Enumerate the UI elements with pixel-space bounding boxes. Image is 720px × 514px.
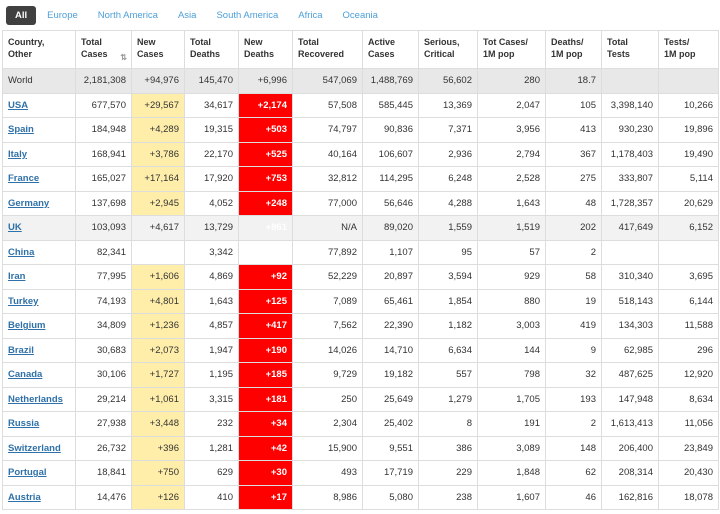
value-cell: 232 bbox=[185, 412, 239, 437]
value-cell: 1,195 bbox=[185, 363, 239, 388]
value-cell: 2,304 bbox=[293, 412, 363, 437]
country-link[interactable]: Turkey bbox=[8, 295, 39, 307]
country-cell bbox=[3, 93, 76, 118]
column-header-text: Recovered bbox=[298, 49, 345, 59]
value-cell: 3,089 bbox=[478, 436, 546, 461]
country-link[interactable]: China bbox=[8, 246, 35, 258]
value-cell: 1,947 bbox=[185, 338, 239, 363]
value-cell: 1,178,403 bbox=[602, 142, 659, 167]
value-cell: 1,488,769 bbox=[363, 69, 419, 94]
value-cell: 22,390 bbox=[363, 314, 419, 339]
value-cell: 30,106 bbox=[76, 363, 132, 388]
value-cell: 7,562 bbox=[293, 314, 363, 339]
value-cell: 148 bbox=[546, 436, 602, 461]
country-cell bbox=[3, 461, 76, 486]
value-cell: 20,629 bbox=[659, 191, 719, 216]
column-header-11[interactable] bbox=[659, 31, 719, 69]
table-row bbox=[3, 240, 719, 265]
country-link[interactable]: Portugal bbox=[8, 467, 47, 479]
value-cell: 26,732 bbox=[76, 436, 132, 461]
value-cell: 89,020 bbox=[363, 216, 419, 241]
value-cell: +503 bbox=[239, 118, 293, 143]
value-cell: 310,340 bbox=[602, 265, 659, 290]
value-cell: N/A bbox=[293, 216, 363, 241]
value-cell: +185 bbox=[239, 363, 293, 388]
value-cell: 19,182 bbox=[363, 363, 419, 388]
value-cell: 62,985 bbox=[602, 338, 659, 363]
value-cell: 8,986 bbox=[293, 485, 363, 510]
value-cell: 62 bbox=[546, 461, 602, 486]
value-cell: 1,848 bbox=[478, 461, 546, 486]
value-cell: 134,303 bbox=[602, 314, 659, 339]
country-cell bbox=[3, 289, 76, 314]
value-cell: 14,026 bbox=[293, 338, 363, 363]
value-cell: 8 bbox=[419, 412, 478, 437]
tab-oceania[interactable]: Oceania bbox=[342, 9, 378, 21]
value-cell: +34 bbox=[239, 412, 293, 437]
value-cell: 74,797 bbox=[293, 118, 363, 143]
value-cell: 3,594 bbox=[419, 265, 478, 290]
value-cell: 9,729 bbox=[293, 363, 363, 388]
column-header-5[interactable] bbox=[293, 31, 363, 69]
value-cell: +248 bbox=[239, 191, 293, 216]
value-cell: 1,728,357 bbox=[602, 191, 659, 216]
value-cell: +4,801 bbox=[132, 289, 185, 314]
column-header-text: Cases bbox=[81, 49, 108, 59]
value-cell: 46 bbox=[546, 485, 602, 510]
value-cell: 22,170 bbox=[185, 142, 239, 167]
value-cell: 275 bbox=[546, 167, 602, 192]
column-header-10[interactable] bbox=[602, 31, 659, 69]
value-cell: 65,461 bbox=[363, 289, 419, 314]
value-cell: 1,182 bbox=[419, 314, 478, 339]
column-header-text: 1M pop bbox=[551, 49, 583, 59]
value-cell: 229 bbox=[419, 461, 478, 486]
value-cell: 208,314 bbox=[602, 461, 659, 486]
table-row bbox=[3, 118, 719, 143]
value-cell: 2,794 bbox=[478, 142, 546, 167]
value-cell: 114,295 bbox=[363, 167, 419, 192]
value-cell: 13,369 bbox=[419, 93, 478, 118]
value-cell: 2,181,308 bbox=[76, 69, 132, 94]
value-cell: 386 bbox=[419, 436, 478, 461]
column-header-text: New bbox=[244, 37, 263, 47]
value-cell: 250 bbox=[293, 387, 363, 412]
value-cell: 56,646 bbox=[363, 191, 419, 216]
country-cell bbox=[3, 314, 76, 339]
value-cell: 58 bbox=[546, 265, 602, 290]
country-link[interactable]: UK bbox=[8, 222, 22, 234]
country-link[interactable]: USA bbox=[8, 99, 29, 111]
value-cell: 296 bbox=[659, 338, 719, 363]
column-header-text: Total bbox=[81, 37, 102, 47]
value-cell: 4,052 bbox=[185, 191, 239, 216]
value-cell: +3,786 bbox=[132, 142, 185, 167]
column-header-text: Deaths/ bbox=[551, 37, 584, 47]
value-cell: +17 bbox=[239, 485, 293, 510]
value-cell: +29,567 bbox=[132, 93, 185, 118]
country-link[interactable]: Canada bbox=[8, 369, 43, 381]
column-header-1[interactable] bbox=[76, 31, 132, 69]
value-cell: 2,528 bbox=[478, 167, 546, 192]
value-cell: 162,816 bbox=[602, 485, 659, 510]
country-cell: World bbox=[3, 69, 76, 94]
value-cell: 7,371 bbox=[419, 118, 478, 143]
column-header-text: Country, bbox=[8, 37, 45, 47]
country-link[interactable]: Italy bbox=[8, 148, 28, 160]
value-cell: +750 bbox=[132, 461, 185, 486]
country-cell bbox=[3, 240, 76, 265]
value-cell: 2 bbox=[546, 240, 602, 265]
value-cell: 3,003 bbox=[478, 314, 546, 339]
value-cell bbox=[239, 240, 293, 265]
value-cell: 25,649 bbox=[363, 387, 419, 412]
value-cell: +417 bbox=[239, 314, 293, 339]
value-cell: +1,727 bbox=[132, 363, 185, 388]
value-cell: 4,288 bbox=[419, 191, 478, 216]
value-cell: +190 bbox=[239, 338, 293, 363]
value-cell: +753 bbox=[239, 167, 293, 192]
value-cell: 798 bbox=[478, 363, 546, 388]
country-cell bbox=[3, 338, 76, 363]
value-cell: 29,214 bbox=[76, 387, 132, 412]
column-header-text: Cases bbox=[368, 49, 395, 59]
value-cell: +2,945 bbox=[132, 191, 185, 216]
column-header-8[interactable] bbox=[478, 31, 546, 69]
value-cell bbox=[132, 240, 185, 265]
value-cell: 103,093 bbox=[76, 216, 132, 241]
table-row bbox=[3, 93, 719, 118]
country-link[interactable]: Belgium bbox=[8, 320, 46, 332]
tab-europe[interactable]: Europe bbox=[47, 9, 78, 21]
value-cell: 1,643 bbox=[478, 191, 546, 216]
table-row bbox=[3, 338, 719, 363]
value-cell: 14,710 bbox=[363, 338, 419, 363]
value-cell: 32 bbox=[546, 363, 602, 388]
value-cell: 191 bbox=[478, 412, 546, 437]
value-cell: 30,683 bbox=[76, 338, 132, 363]
value-cell: 280 bbox=[478, 69, 546, 94]
value-cell: 1,519 bbox=[478, 216, 546, 241]
country-cell bbox=[3, 412, 76, 437]
column-header-text: Tot Cases/ bbox=[483, 37, 528, 47]
value-cell: 9 bbox=[546, 338, 602, 363]
table-row bbox=[3, 265, 719, 290]
value-cell: 74,193 bbox=[76, 289, 132, 314]
value-cell: 105 bbox=[546, 93, 602, 118]
value-cell: 8,634 bbox=[659, 387, 719, 412]
table-header-row bbox=[3, 31, 719, 69]
value-cell: 5,114 bbox=[659, 167, 719, 192]
value-cell: 3,695 bbox=[659, 265, 719, 290]
value-cell: +396 bbox=[132, 436, 185, 461]
country-cell bbox=[3, 265, 76, 290]
value-cell: +525 bbox=[239, 142, 293, 167]
country-link[interactable]: Netherlands bbox=[8, 393, 63, 405]
column-header-text: Serious, bbox=[424, 37, 460, 47]
column-header-text: Cases bbox=[137, 49, 164, 59]
country-link[interactable]: France bbox=[8, 173, 40, 185]
value-cell: 6,634 bbox=[419, 338, 478, 363]
value-cell: 52,229 bbox=[293, 265, 363, 290]
value-cell: 17,920 bbox=[185, 167, 239, 192]
tab-all[interactable]: All bbox=[6, 6, 36, 25]
value-cell: 557 bbox=[419, 363, 478, 388]
value-cell: 4,857 bbox=[185, 314, 239, 339]
value-cell: +1,606 bbox=[132, 265, 185, 290]
value-cell bbox=[602, 69, 659, 94]
value-cell: +2,073 bbox=[132, 338, 185, 363]
tab-asia[interactable]: Asia bbox=[177, 9, 197, 21]
value-cell: 184,948 bbox=[76, 118, 132, 143]
value-cell: 487,625 bbox=[602, 363, 659, 388]
value-cell: 1,607 bbox=[478, 485, 546, 510]
value-cell: 11,056 bbox=[659, 412, 719, 437]
value-cell bbox=[659, 240, 719, 265]
value-cell: 48 bbox=[546, 191, 602, 216]
value-cell: 6,248 bbox=[419, 167, 478, 192]
value-cell: 518,143 bbox=[602, 289, 659, 314]
value-cell: 206,400 bbox=[602, 436, 659, 461]
column-header-text: 1M pop bbox=[483, 49, 515, 59]
value-cell: 34,617 bbox=[185, 93, 239, 118]
value-cell: 4,869 bbox=[185, 265, 239, 290]
value-cell: 77,000 bbox=[293, 191, 363, 216]
value-cell: 410 bbox=[185, 485, 239, 510]
value-cell: 106,607 bbox=[363, 142, 419, 167]
column-header-text: 1M pop bbox=[664, 49, 696, 59]
value-cell: 629 bbox=[185, 461, 239, 486]
table-row bbox=[3, 142, 719, 167]
covid-stats-table bbox=[2, 30, 719, 510]
column-header-0[interactable] bbox=[3, 31, 76, 69]
value-cell: 367 bbox=[546, 142, 602, 167]
value-cell: 3,956 bbox=[478, 118, 546, 143]
table-row bbox=[3, 412, 719, 437]
column-header-text: New bbox=[137, 37, 156, 47]
value-cell: 7,089 bbox=[293, 289, 363, 314]
value-cell: 880 bbox=[478, 289, 546, 314]
continent-tabs bbox=[0, 0, 720, 30]
value-cell: 1,107 bbox=[363, 240, 419, 265]
country-cell bbox=[3, 485, 76, 510]
country-cell bbox=[3, 387, 76, 412]
column-header-3[interactable] bbox=[185, 31, 239, 69]
world-row bbox=[3, 69, 719, 94]
table-row bbox=[3, 314, 719, 339]
country-link[interactable]: Iran bbox=[8, 271, 26, 283]
value-cell: 1,279 bbox=[419, 387, 478, 412]
value-cell: 18,078 bbox=[659, 485, 719, 510]
value-cell: 11,588 bbox=[659, 314, 719, 339]
value-cell: +17,164 bbox=[132, 167, 185, 192]
value-cell: 15,900 bbox=[293, 436, 363, 461]
value-cell: 165,027 bbox=[76, 167, 132, 192]
value-cell: 493 bbox=[293, 461, 363, 486]
value-cell: +42 bbox=[239, 436, 293, 461]
value-cell: 95 bbox=[419, 240, 478, 265]
value-cell: +4,617 bbox=[132, 216, 185, 241]
value-cell: +30 bbox=[239, 461, 293, 486]
value-cell: 417,649 bbox=[602, 216, 659, 241]
value-cell: 6,144 bbox=[659, 289, 719, 314]
country-link[interactable]: Austria bbox=[8, 491, 41, 503]
country-link[interactable]: Spain bbox=[8, 124, 34, 136]
value-cell: 419 bbox=[546, 314, 602, 339]
tab-north-america[interactable]: North America bbox=[97, 9, 158, 21]
value-cell: 25,402 bbox=[363, 412, 419, 437]
country-cell bbox=[3, 436, 76, 461]
value-cell: +94,976 bbox=[132, 69, 185, 94]
country-cell bbox=[3, 167, 76, 192]
value-cell: 32,812 bbox=[293, 167, 363, 192]
column-header-text: Deaths bbox=[244, 49, 275, 59]
value-cell: +1,236 bbox=[132, 314, 185, 339]
country-cell bbox=[3, 363, 76, 388]
column-header-text: Deaths bbox=[190, 49, 221, 59]
country-link[interactable]: Switzerland bbox=[8, 442, 61, 454]
table-row bbox=[3, 289, 719, 314]
value-cell: 930,230 bbox=[602, 118, 659, 143]
table-row bbox=[3, 191, 719, 216]
country-link[interactable]: Russia bbox=[8, 418, 40, 430]
value-cell: +1,061 bbox=[132, 387, 185, 412]
value-cell: 23,849 bbox=[659, 436, 719, 461]
value-cell: 6,152 bbox=[659, 216, 719, 241]
country-cell bbox=[3, 142, 76, 167]
value-cell bbox=[602, 240, 659, 265]
value-cell: 2,936 bbox=[419, 142, 478, 167]
tab-africa[interactable]: Africa bbox=[298, 9, 323, 21]
value-cell: 82,341 bbox=[76, 240, 132, 265]
value-cell: 929 bbox=[478, 265, 546, 290]
table-row bbox=[3, 363, 719, 388]
value-cell: 168,941 bbox=[76, 142, 132, 167]
value-cell: 3,398,140 bbox=[602, 93, 659, 118]
value-cell: 137,698 bbox=[76, 191, 132, 216]
sort-icon[interactable]: ⇅ bbox=[120, 53, 127, 62]
value-cell: 56,602 bbox=[419, 69, 478, 94]
value-cell: +6,996 bbox=[239, 69, 293, 94]
value-cell: 57 bbox=[478, 240, 546, 265]
column-header-2[interactable] bbox=[132, 31, 185, 69]
column-header-text: Total bbox=[298, 37, 319, 47]
value-cell: 147,948 bbox=[602, 387, 659, 412]
value-cell: +3,448 bbox=[132, 412, 185, 437]
value-cell: 77,995 bbox=[76, 265, 132, 290]
column-header-4[interactable] bbox=[239, 31, 293, 69]
value-cell: 18.7 bbox=[546, 69, 602, 94]
value-cell: 145,470 bbox=[185, 69, 239, 94]
value-cell: 1,643 bbox=[185, 289, 239, 314]
value-cell: 12,920 bbox=[659, 363, 719, 388]
value-cell: 333,807 bbox=[602, 167, 659, 192]
value-cell: 40,164 bbox=[293, 142, 363, 167]
value-cell: 20,430 bbox=[659, 461, 719, 486]
value-cell: 10,266 bbox=[659, 93, 719, 118]
tab-south-america[interactable]: South America bbox=[216, 9, 279, 21]
value-cell: 193 bbox=[546, 387, 602, 412]
value-cell: +4,289 bbox=[132, 118, 185, 143]
value-cell: 57,508 bbox=[293, 93, 363, 118]
value-cell: +126 bbox=[132, 485, 185, 510]
value-cell: 1,854 bbox=[419, 289, 478, 314]
country-cell bbox=[3, 118, 76, 143]
value-cell: 1,559 bbox=[419, 216, 478, 241]
value-cell: +92 bbox=[239, 265, 293, 290]
value-cell: 9,551 bbox=[363, 436, 419, 461]
table-row bbox=[3, 167, 719, 192]
value-cell: +861 bbox=[239, 216, 293, 241]
value-cell: 20,897 bbox=[363, 265, 419, 290]
value-cell: 1,613,413 bbox=[602, 412, 659, 437]
country-cell bbox=[3, 191, 76, 216]
value-cell: 19,896 bbox=[659, 118, 719, 143]
value-cell: +181 bbox=[239, 387, 293, 412]
value-cell: 202 bbox=[546, 216, 602, 241]
value-cell: +125 bbox=[239, 289, 293, 314]
value-cell: 3,315 bbox=[185, 387, 239, 412]
country-link[interactable]: Brazil bbox=[8, 344, 34, 356]
value-cell: 19,315 bbox=[185, 118, 239, 143]
column-header-9[interactable] bbox=[546, 31, 602, 69]
table-row bbox=[3, 461, 719, 486]
value-cell: 77,892 bbox=[293, 240, 363, 265]
table-row bbox=[3, 387, 719, 412]
column-header-text: Tests/ bbox=[664, 37, 690, 47]
table-row bbox=[3, 485, 719, 510]
value-cell: +2,174 bbox=[239, 93, 293, 118]
value-cell: 18,841 bbox=[76, 461, 132, 486]
value-cell: 19,490 bbox=[659, 142, 719, 167]
country-cell bbox=[3, 216, 76, 241]
value-cell: 19 bbox=[546, 289, 602, 314]
value-cell: 90,836 bbox=[363, 118, 419, 143]
column-header-text: Other bbox=[8, 49, 33, 59]
value-cell: 1,281 bbox=[185, 436, 239, 461]
country-link[interactable]: Germany bbox=[8, 197, 50, 209]
value-cell: 3,342 bbox=[185, 240, 239, 265]
value-cell: 677,570 bbox=[76, 93, 132, 118]
column-header-text: Tests bbox=[607, 49, 630, 59]
column-header-text: Total bbox=[607, 37, 628, 47]
column-header-text: Critical bbox=[424, 49, 455, 59]
value-cell: 2,047 bbox=[478, 93, 546, 118]
value-cell: 585,445 bbox=[363, 93, 419, 118]
value-cell: 14,476 bbox=[76, 485, 132, 510]
value-cell: 34,809 bbox=[76, 314, 132, 339]
table-row bbox=[3, 436, 719, 461]
value-cell: 238 bbox=[419, 485, 478, 510]
value-cell: 1,705 bbox=[478, 387, 546, 412]
column-header-text: Active bbox=[368, 37, 396, 47]
value-cell: 17,719 bbox=[363, 461, 419, 486]
value-cell bbox=[659, 69, 719, 94]
value-cell: 144 bbox=[478, 338, 546, 363]
value-cell: 13,729 bbox=[185, 216, 239, 241]
column-header-text: Total bbox=[190, 37, 211, 47]
value-cell: 27,938 bbox=[76, 412, 132, 437]
value-cell: 413 bbox=[546, 118, 602, 143]
column-header-7[interactable] bbox=[419, 31, 478, 69]
value-cell: 5,080 bbox=[363, 485, 419, 510]
column-header-6[interactable] bbox=[363, 31, 419, 69]
value-cell: 547,069 bbox=[293, 69, 363, 94]
value-cell: 2 bbox=[546, 412, 602, 437]
table-row bbox=[3, 216, 719, 241]
